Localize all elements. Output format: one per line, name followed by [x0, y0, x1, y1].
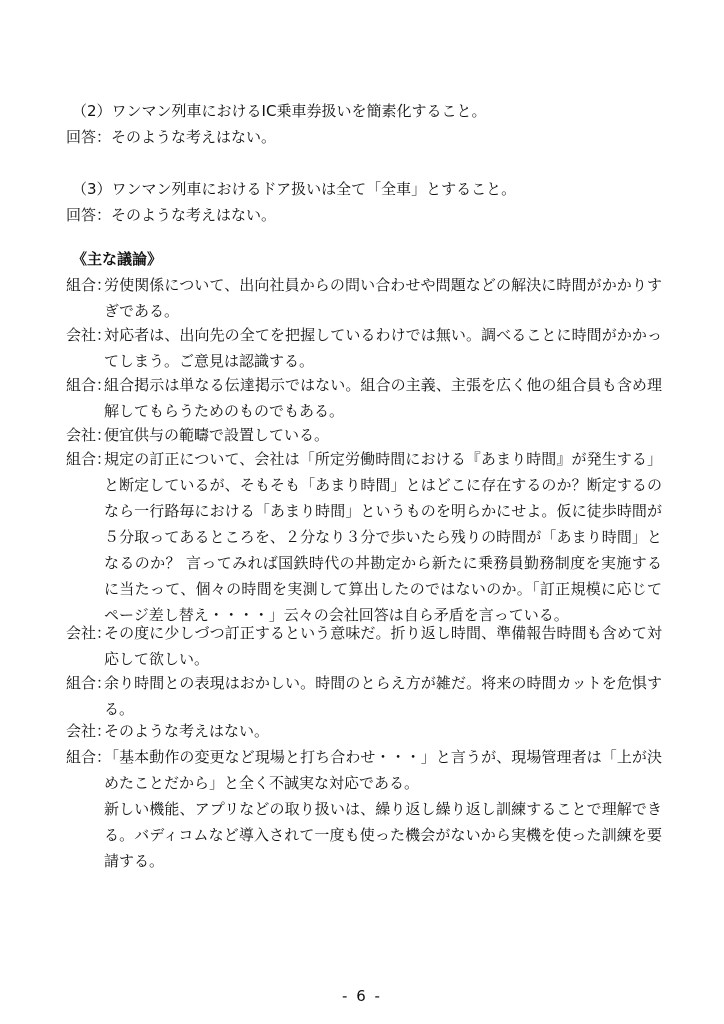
speaker-label: 会社：: [66, 722, 112, 740]
entry-text: 組合掲示は単なる伝達掲示ではない。組合の主義、主張を広く他の組合員も含め理解してもらうためのものでもある。: [104, 376, 662, 420]
entry-text: 規定の訂正について、会社は「所定労働時間における『あまり時間』が発生する」と断定しているが、そもそも「あまり時間」とはどこに存在するのか？断定するのなら一行路毎における「あまり時間」というものを明らかにせよ。仮に徒歩時間が５分取ってあるところを、２分なり３分で歩いたら残りの時間が「あまり時間」となるのか？ 言ってみれば国鉄時代の丼勘定から新たに乗務員勤務制度を実施するに当たって、個々の時間を実測して算出したのではないのか。「訂正規模に応じてページ差し替え・・・・」云々の会社回答は自ら矛盾を言っている。: [104, 450, 662, 624]
speaker-label: 組合：: [66, 276, 112, 294]
entry-text: その度に少しづつ訂正するという意味だ。折り返し時間、準備報告時間も含めて対応して欲しい。: [104, 624, 662, 668]
discussion-entry: [66, 620, 662, 672]
discussion-heading: 《主な議論》: [72, 250, 163, 268]
discussion-entry: [66, 670, 662, 722]
answer-item-3: 回答：そのような考えはない。: [66, 206, 277, 224]
entry-text: そのような考えはない。: [104, 722, 270, 740]
request-item-2: （2）ワンマン列車におけるIC乗車券扱いを簡素化すること。: [72, 102, 487, 120]
entry-text: 対応者は、出向先の全てを把握しているわけでは無い。調べることに時間がかかってしまう。ご意見は認識する。: [104, 326, 662, 370]
speaker-label: 会社：: [66, 624, 112, 642]
discussion-entry: [66, 272, 662, 324]
entry-continuation-text: 新しい機能、アプリなどの取り扱いは、繰り返し繰り返し訓練することで理解できる。バディコムなど導入されて一度も使った機会がないから実機を使った訓練を要請する。: [104, 800, 662, 870]
discussion-entry: [66, 718, 662, 744]
speaker-label: 会社：: [66, 326, 112, 344]
discussion-entry: [66, 744, 662, 874]
speaker-label: 組合：: [66, 450, 112, 468]
discussion-entry: [66, 446, 662, 628]
page-number: - 6 -: [342, 987, 382, 1005]
answer-item-2: 回答：そのような考えはない。: [66, 128, 277, 146]
entry-text: 便宜供与の範疇で設置している。: [104, 426, 330, 444]
speaker-label: 組合：: [66, 376, 112, 394]
entry-text: 「基本動作の変更など現場と打ち合わせ・・・」と言うが、現場管理者は「上が決めたことだから」と全く不誠実な対応である。: [104, 748, 662, 792]
speaker-label: 組合：: [66, 674, 112, 692]
discussion-entry: [66, 422, 662, 448]
discussion-entry: [66, 322, 662, 374]
entry-text: 余り時間との表現はおかしい。時間のとらえ方が雑だ。将来の時間カットを危惧する。: [104, 674, 662, 718]
discussion-entry: [66, 372, 662, 424]
speaker-label: 会社：: [66, 426, 112, 444]
request-item-3: （3）ワンマン列車におけるドア扱いは全て「全車」とすること。: [72, 180, 517, 198]
entry-text: 労使関係について、出向社員からの問い合わせや問題などの解決に時間がかかりすぎである。: [104, 276, 662, 320]
speaker-label: 組合：: [66, 748, 112, 766]
